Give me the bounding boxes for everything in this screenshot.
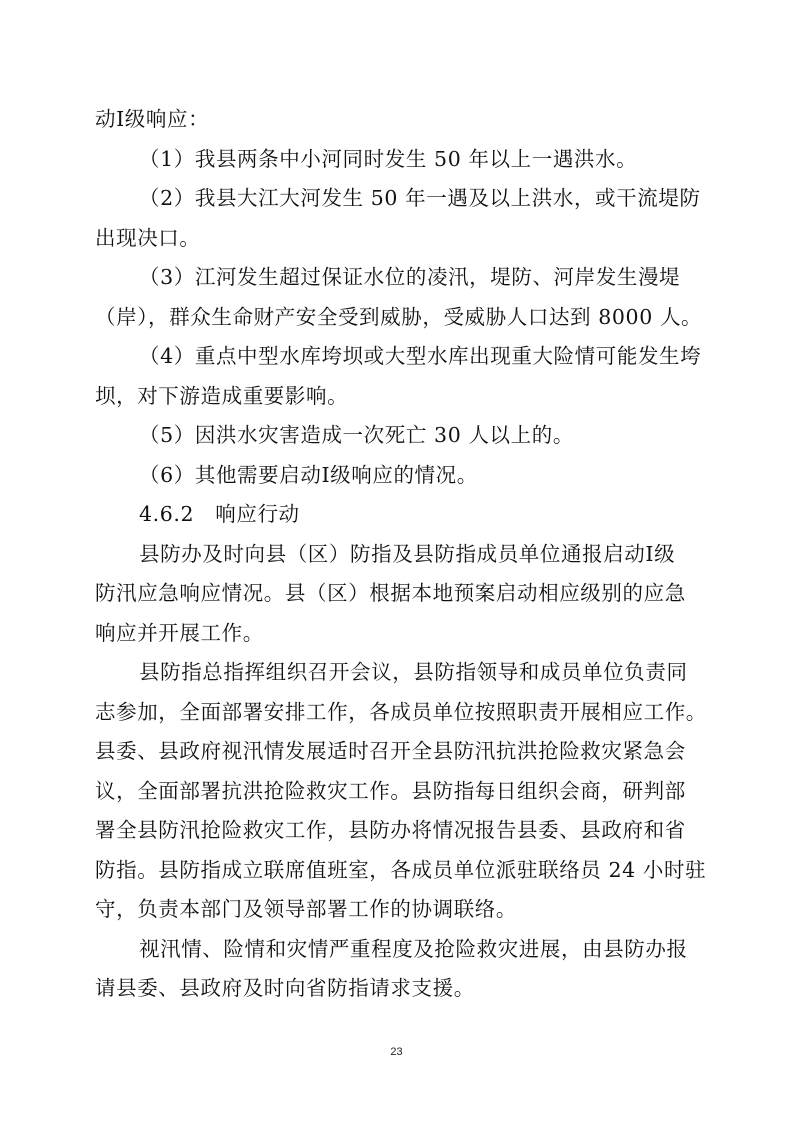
list-item-6: （6）其他需要启动Ⅰ级响应的情况。 (139, 462, 478, 487)
paragraph-line: 动Ⅰ级响应： (95, 107, 210, 131)
list-item-2: （2）我县大江大河发生 50 年一遇及以上洪水，或干流堤防 (139, 186, 701, 210)
page-number: 23 (390, 1046, 403, 1058)
list-item-4-continued: 坝，对下游造成重要影响。 (95, 383, 349, 408)
paragraph-2-line-3: 县委、县政府视汛情发展适时召开全县防汛抗洪抢险救灾紧急会 (95, 739, 686, 763)
paragraph-2-line-2: 志参加，全面部署安排工作，各成员单位按照职责开展相应工作。 (95, 699, 707, 724)
paragraph-2-line-5: 署全县防汛抢险救灾工作，县防办将情况报告县委、县政府和省 (95, 818, 686, 842)
paragraph-1-line-1: 县防办及时向县（区）防指及县防指成员单位通报启动Ⅰ级 (139, 541, 676, 566)
paragraph-2-line-7: 守，负责本部门及领导部署工作的协调联络。 (95, 897, 517, 921)
paragraph-3-line-2: 请县委、县政府及时向省防指请求支援。 (95, 976, 475, 1000)
list-item-2-continued: 出现决口。 (95, 225, 201, 250)
section-heading: 4.6.2 响应行动 (139, 502, 300, 526)
list-item-3-continued: （岸），群众生命财产安全受到威胁，受威胁人口达到 8000 人。 (95, 304, 703, 329)
paragraph-1-line-2: 防汛应急响应情况。县（区）根据本地预案启动相应级别的应急 (95, 581, 686, 605)
list-item-4: （4）重点中型水库垮坝或大型水库出现重大险情可能发生垮 (139, 344, 702, 368)
list-item-5: （5）因洪水灾害造成一次死亡 30 人以上的。 (139, 423, 574, 447)
paragraph-2-line-4: 议，全面部署抗洪抢险救灾工作。县防指每日组织会商，研判部 (95, 778, 686, 803)
list-item-3: （3）江河发生超过保证水位的凌汛，堤防、河岸发生漫堤 (139, 265, 681, 289)
list-item-1: （1）我县两条中小河同时发生 50 年以上一遇洪水。 (139, 146, 638, 171)
paragraph-2-line-1: 县防指总指挥组织召开会议，县防指领导和成员单位负责同 (139, 660, 688, 684)
paragraph-1-line-3: 响应并开展工作。 (95, 620, 264, 645)
body-text (95, 100, 705, 1009)
paragraph-2-line-6: 防指。县防指成立联席值班室，各成员单位派驻联络员 24 小时驻 (95, 857, 707, 882)
paragraph-3-line-1: 视汛情、险情和灾情严重程度及抢险救灾进展，由县防办报 (139, 936, 688, 961)
